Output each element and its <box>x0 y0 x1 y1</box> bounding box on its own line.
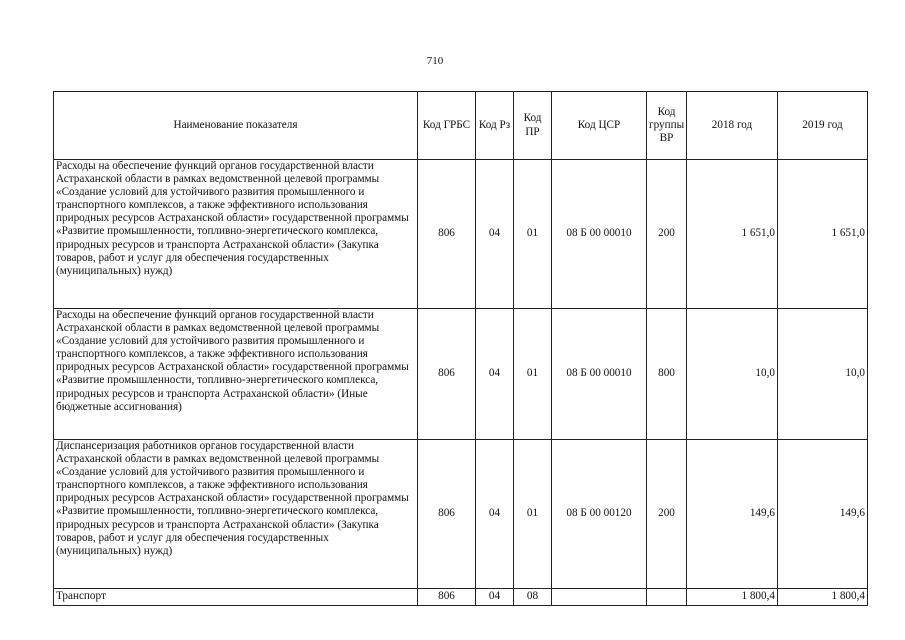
row-csr: 08 Б 00 00120 <box>552 440 647 589</box>
row-grbs: 806 <box>418 440 476 589</box>
row-vr <box>647 589 687 606</box>
row-2018: 1 800,4 <box>687 589 778 606</box>
row-name: Расходы на обеспечение функций органов государственной власти Астраханской области в рамках ведомственной целевой программы «Создание условий для устойчивого развития промышленного и транспортного комплексов, а также эффективного использования природных ресурсов Астраханской области» государственной программы «Развитие промышленности, топливно-энергетического комплекса, природных ресурсов и транспорта Астраханской области» (Иные бюджетные ассигнования) <box>54 309 418 440</box>
budget-table <box>53 91 868 606</box>
page-number: 710 <box>426 55 444 67</box>
row-vr: 200 <box>647 160 687 309</box>
row-2019: 10,0 <box>778 309 868 440</box>
header-2018: 2018 год <box>687 92 778 160</box>
table-row <box>54 160 868 309</box>
row-pr: 01 <box>514 440 552 589</box>
table-row <box>54 589 868 606</box>
table-header <box>54 92 868 160</box>
table-row <box>54 440 868 589</box>
row-csr: 08 Б 00 00010 <box>552 160 647 309</box>
row-2019: 149,6 <box>778 440 868 589</box>
row-grbs: 806 <box>418 160 476 309</box>
row-pr: 01 <box>514 160 552 309</box>
row-grbs: 806 <box>418 309 476 440</box>
header-grbs: Код ГРБС <box>418 92 476 160</box>
header-vr: Код группы ВР <box>647 92 687 160</box>
header-csr: Код ЦСР <box>552 92 647 160</box>
row-rz: 04 <box>476 309 514 440</box>
header-2019: 2019 год <box>778 92 868 160</box>
row-name: Транспорт <box>54 589 418 606</box>
header-rz: Код Рз <box>476 92 514 160</box>
row-grbs: 806 <box>418 589 476 606</box>
row-name: Диспансеризация работников органов государственной власти Астраханской области в рамках ведомственной целевой программы «Создание условий для устойчивого развития промышленного и транспортного комплексов, а также эффективного использования природных ресурсов Астраханской области» государственной программы «Развитие промышленности, топливно-энергетического комплекса, природных ресурсов и транспорта Астраханской области» (Закупка товаров, работ и услуг для обеспечения государственных (муниципальных) нужд) <box>54 440 418 589</box>
row-csr: 08 Б 00 00010 <box>552 309 647 440</box>
table-row <box>54 309 868 440</box>
row-vr: 800 <box>647 309 687 440</box>
row-2019: 1 800,4 <box>778 589 868 606</box>
row-2018: 1 651,0 <box>687 160 778 309</box>
row-rz: 04 <box>476 160 514 309</box>
row-2018: 10,0 <box>687 309 778 440</box>
row-pr: 01 <box>514 309 552 440</box>
row-2018: 149,6 <box>687 440 778 589</box>
row-rz: 04 <box>476 589 514 606</box>
row-csr <box>552 589 647 606</box>
row-name: Расходы на обеспечение функций органов государственной власти Астраханской области в рамках ведомственной целевой программы «Создание условий для устойчивого развития промышленного и транспортного комплексов, а также эффективного использования природных ресурсов Астраханской области» государственной программы «Развитие промышленности, топливно-энергетического комплекса, природных ресурсов и транспорта Астраханской области» (Закупка товаров, работ и услуг для обеспечения государственных (муниципальных) нужд) <box>54 160 418 309</box>
header-name: Наименование показателя <box>54 92 418 160</box>
header-pr: Код ПР <box>514 92 552 160</box>
row-vr: 200 <box>647 440 687 589</box>
row-rz: 04 <box>476 440 514 589</box>
row-pr: 08 <box>514 589 552 606</box>
row-2019: 1 651,0 <box>778 160 868 309</box>
